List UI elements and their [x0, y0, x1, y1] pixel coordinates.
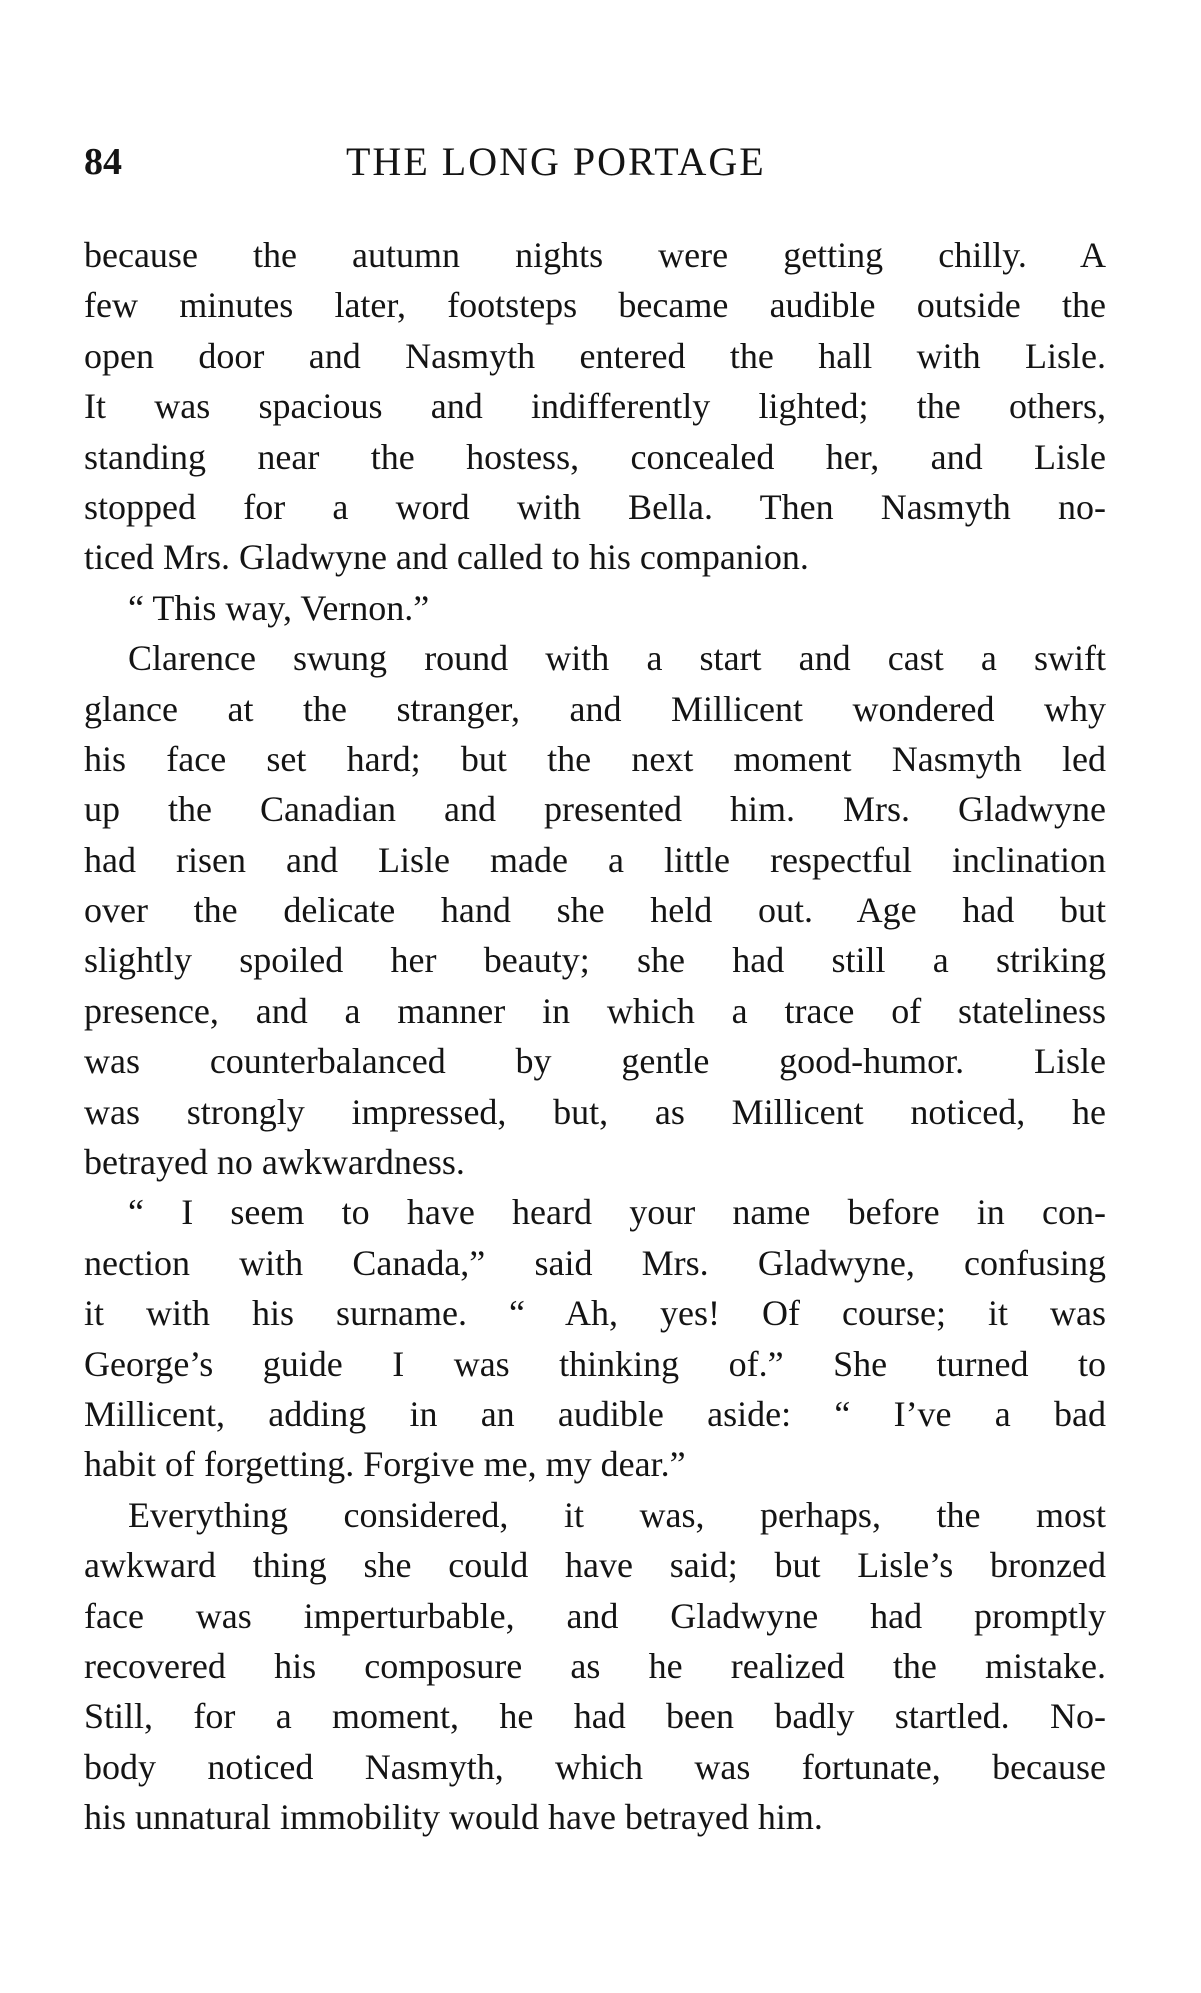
page-number: 84: [84, 141, 122, 183]
text-line: presence, and a manner in which a trace of stateliness: [84, 990, 1106, 1031]
text-line: habit of forgetting. Forgive me, my dear.”: [84, 1444, 686, 1485]
text-line: his unnatural immobility would have betrayed him.: [84, 1797, 823, 1838]
text-line: few minutes later, footsteps became audible outside the: [84, 285, 1106, 326]
text-line: recovered his composure as he realized the mistake.: [84, 1645, 1106, 1686]
text-line: was strongly impressed, but, as Millicent noticed, he: [84, 1091, 1106, 1132]
body-text: [84, 230, 1106, 1843]
page-header: [84, 132, 1104, 192]
text-line: George’s guide I was thinking of.” She turned to: [84, 1343, 1106, 1384]
text-line: over the delicate hand she held out. Age had but: [84, 890, 1106, 931]
text-line: face was imperturbable, and Gladwyne had promptly: [84, 1595, 1106, 1636]
text-line: was counterbalanced by gentle good-humor. Lisle: [84, 1041, 1106, 1082]
text-line: up the Canadian and presented him. Mrs. Gladwyne: [84, 789, 1106, 830]
text-line: glance at the stranger, and Millicent wondered why: [84, 688, 1106, 729]
text-line: his face set hard; but the next moment Nasmyth led: [84, 738, 1106, 779]
text-line: Clarence swung round with a start and cast a swift: [128, 638, 1106, 679]
text-line: it with his surname. “ Ah, yes! Of course; it was: [84, 1293, 1106, 1334]
text-line: Everything considered, it was, perhaps, the most: [128, 1494, 1106, 1535]
text-line: betrayed no awkwardness.: [84, 1142, 465, 1183]
text-line: Millicent, adding in an audible aside: “ I’ve a bad: [84, 1393, 1106, 1434]
text-line: open door and Nasmyth entered the hall with Lisle.: [84, 335, 1106, 376]
text-line: “ I seem to have heard your name before in con-: [128, 1192, 1106, 1233]
text-line: It was spacious and indifferently lighted; the others,: [84, 386, 1106, 427]
text-line: awkward thing she could have said; but Lisle’s bronzed: [84, 1545, 1106, 1586]
text-line: ticed Mrs. Gladwyne and called to his companion.: [84, 537, 809, 578]
text-line: stopped for a word with Bella. Then Nasmyth no-: [84, 486, 1106, 527]
text-line: “ This way, Vernon.”: [128, 587, 430, 628]
text-line: because the autumn nights were getting chilly. A: [84, 235, 1106, 275]
text-line: nection with Canada,” said Mrs. Gladwyne, confusing: [84, 1242, 1106, 1283]
text-line: had risen and Lisle made a little respectful inclination: [84, 839, 1106, 880]
running-title: THE LONG PORTAGE: [346, 139, 766, 184]
text-line: standing near the hostess, concealed her, and Lisle: [84, 436, 1106, 477]
text-line: slightly spoiled her beauty; she had still a striking: [84, 940, 1106, 981]
text-line: Still, for a moment, he had been badly startled. No-: [84, 1696, 1106, 1737]
text-line: body noticed Nasmyth, which was fortunate, because: [84, 1746, 1106, 1787]
